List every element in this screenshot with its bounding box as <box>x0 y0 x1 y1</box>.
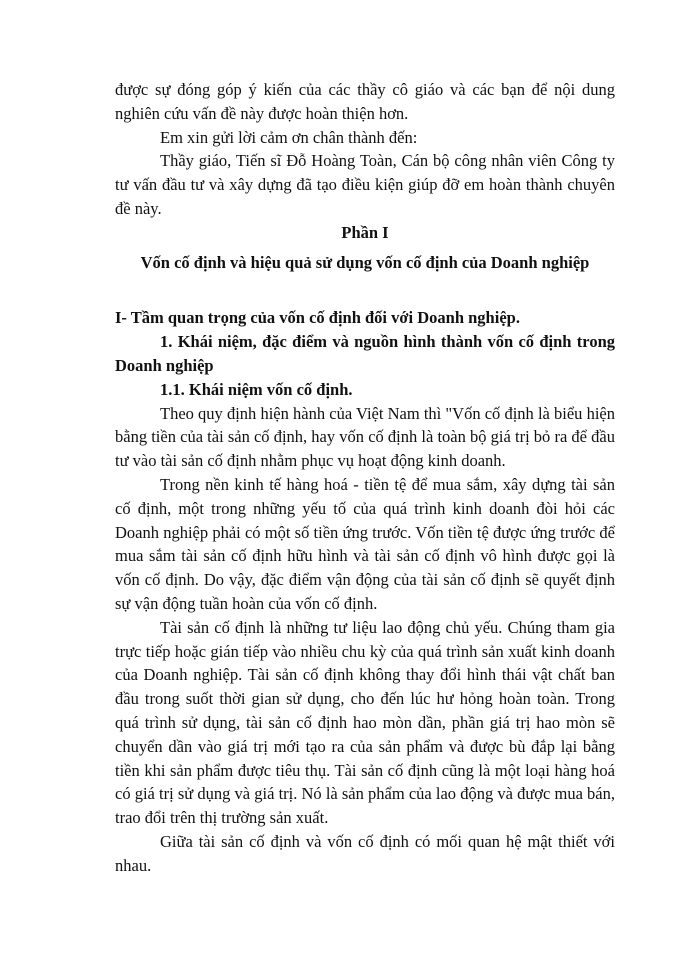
paragraph: được sự đóng góp ý kiến của các thầy cô giáo và các bạn để nội dung nghiên cứu vấn đề này được hoàn thiện hơn. <box>115 80 615 123</box>
subsection-heading: 1. Khái niệm, đặc điểm và nguồn hình thành vốn cố định trong Doanh nghiệp <box>115 332 615 375</box>
body-paragraph: Trong nền kinh tế hàng hoá - tiền tệ để mua sắm, xây dựng tài sản cố định, một trong những yếu tố của quá trình kinh doanh đòi hỏi các Doanh nghiệp phải có một số tiền ứng trước. Vốn tiền tệ được ứng trước để mua sắm tài sản cố định hữu hình và tài sản cố định vô hình được gọi là vốn cố định. Do vậy, đặc điểm vận động của tài sản cố định sẽ quyết định sự vận động tuần hoàn của vốn cố định. <box>115 474 615 613</box>
body-paragraph: Theo quy định hiện hành của Việt Nam thì "Vốn cố định là biểu hiện bằng tiền của tài sản cố định, hay vốn cố định là toàn bộ giá trị bỏ ra để đầu tư vào tài sản cố định nhằm phục vụ hoạt động kinh doanh. <box>115 403 615 471</box>
sub-subsection-heading: 1.1. Khái niệm vốn cố định. <box>160 379 353 399</box>
page-content <box>115 78 615 878</box>
part-title: Vốn cố định và hiệu quả sử dụng vốn cố định của Doanh nghiệp <box>140 252 590 272</box>
body-paragraph: Tài sản cố định là những tư liệu lao động chủ yếu. Chúng tham gia trực tiếp hoặc gián tiếp vào nhiều chu kỳ của quá trình sản xuất kinh doanh của Doanh nghiệp. Tài sản cố định không thay đổi hình thái vật chất ban đầu trong suốt thời gian sử dụng, cho đến lúc hư hỏng hoàn toàn. Trong quá trình sử dụng, tài sản cố định hao mòn dần, phần giá trị hao mòn sẽ chuyển dần vào giá trị mới tạo ra của sản phẩm và được bù đắp lại bằng tiền khi sản phẩm được tiêu thụ. Tài sản cố định cũng là một loại hàng hoá có giá trị sử dụng và giá trị. Nó là sản phẩm của lao động và được mua bán, trao đổi trên thị trường sản xuất. <box>115 617 615 828</box>
body-paragraph: Giữa tài sản cố định và vốn cố định có mối quan hệ mật thiết với nhau. <box>115 831 615 875</box>
part-label: Phần I <box>341 222 389 242</box>
paragraph: Em xin gửi lời cảm ơn chân thành đến: <box>160 127 418 147</box>
paragraph: Thầy giáo, Tiến sĩ Đỗ Hoàng Toàn, Cán bộ công nhân viên Công ty tư vấn đầu tư và xây dựng đã tạo điều kiện giúp đỡ em hoàn thành chuyên đề này. <box>115 151 615 218</box>
section-heading: I- Tầm quan trọng của vốn cố định đối với Doanh nghiệp. <box>115 308 520 328</box>
spacer <box>115 274 615 298</box>
